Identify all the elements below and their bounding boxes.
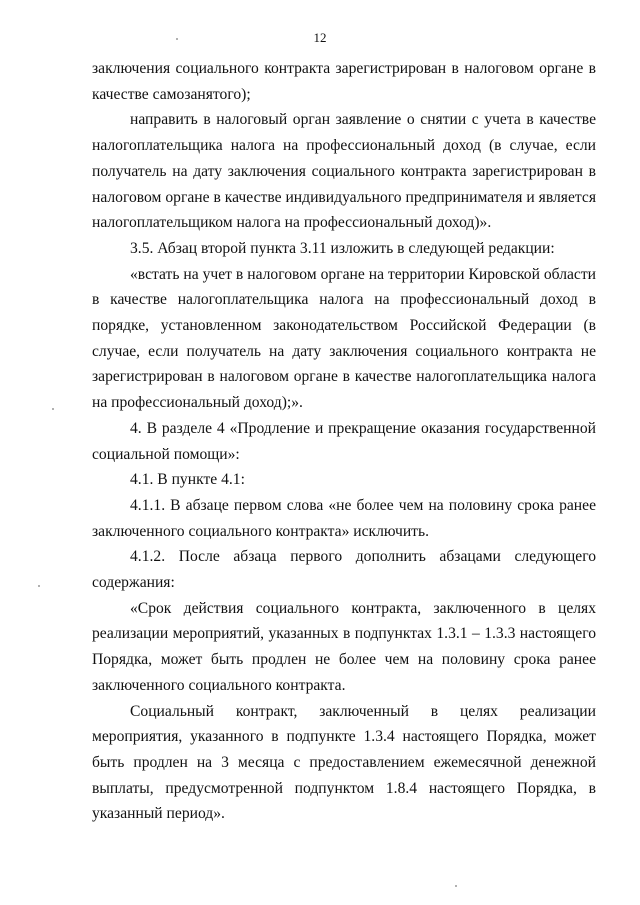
scan-speck [455, 885, 457, 887]
paragraph-6: 4.1. В пункте 4.1: [130, 471, 245, 489]
scan-speck [38, 585, 40, 587]
paragraph-1: заключения социального контракта зарегистрирован в налоговом органе в качестве самозанятого); [92, 60, 596, 103]
scan-speck [52, 408, 54, 410]
paragraph-4: «встать на учет в налоговом органе на территории Кировской области в качестве налогоплательщика налога на профессиональный доход в порядке, установленном законодательством Российской Федерации (в случае, если получатель на дату заключения социального контракта не зарегистрирован в налоговом органе в качестве налогоплательщика налога на профессиональный доход);». [92, 265, 596, 412]
document-body [92, 56, 596, 827]
page-number: 12 [313, 30, 327, 45]
paragraph-9: «Срок действия социального контракта, заключенного в целях реализации мероприятий, указанных в подпунктах 1.3.1 – 1.3.3 настоящего Порядка, может быть продлен не более чем на половину срока ранее заключенного социального контракта. [92, 599, 596, 694]
paragraph-7: 4.1.1. В абзаце первом слова «не более чем на половину срока ранее заключенного социального контракта» исключить. [92, 496, 596, 540]
paragraph-10: Социальный контракт, заключенный в целях реализации мероприятия, указанного в подпункте 1.3.4 настоящего Порядка, может быть продлен на 3 месяца с предоставлением ежемесячной денежной выплаты, предусмотренной подпунктом 1.8.4 настоящего Порядка, в указанный период». [92, 702, 596, 823]
paragraph-5: 4. В разделе 4 «Продление и прекращение оказания государственной социальной помощи»: [92, 419, 596, 463]
scan-speck [176, 38, 178, 40]
paragraph-3: 3.5. Абзац второй пункта 3.11 изложить в следующей редакции: [130, 239, 555, 257]
paragraph-8: 4.1.2. После абзаца первого дополнить абзацами следующего содержания: [92, 548, 596, 592]
paragraph-2: направить в налоговый орган заявление о снятии с учета в качестве налогоплательщика налога на профессиональный доход (в случае, если получатель на дату заключения социального контракта зарегистрирован в налоговом органе в качестве индивидуального предпринимателя и является налогоплательщиком налога на профессиональный доход)». [92, 111, 596, 232]
